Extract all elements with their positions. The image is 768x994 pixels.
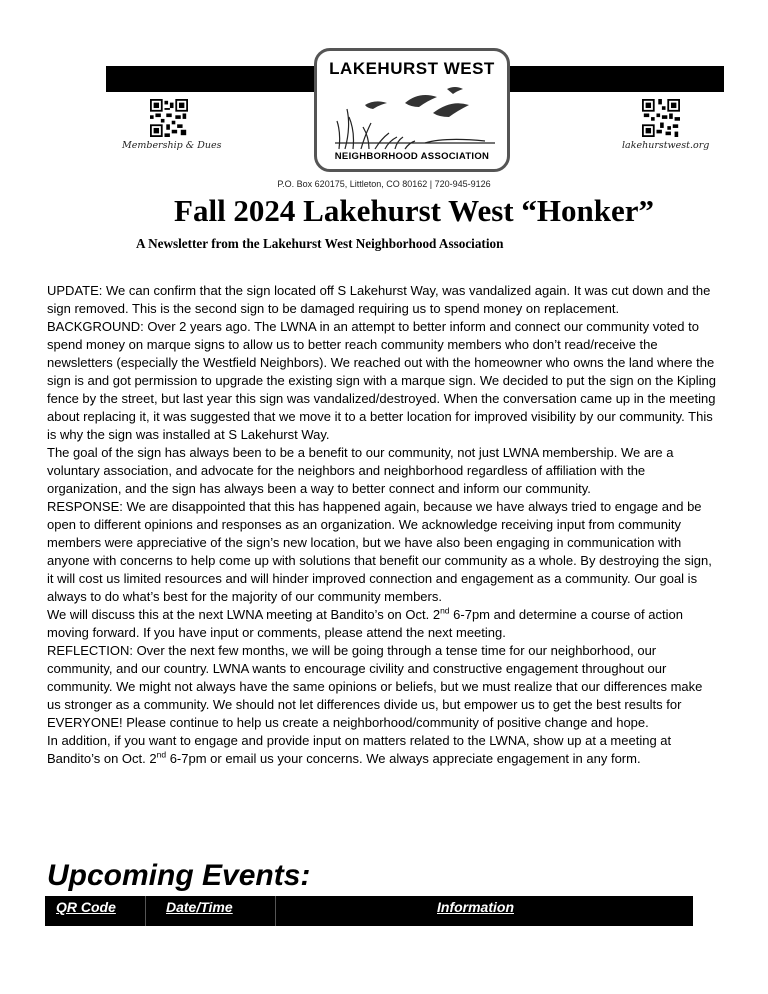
reflection-paragraph: REFLECTION: Over the next few months, we will be going through a tense time for our neighborhood, our community, and our country. LWNA wants to encourage civility and constructive engagement throughout our community. We might not always have the same opinions or beliefs, but we must realize that our differences make us stronger as a community. We should not let differences divide us, but empower us to get the best results for EVERYONE! Please continue to help us create a neighborhood/community of positive change and hope. — [47, 643, 703, 730]
column-information: Information — [437, 899, 514, 915]
events-table-header — [45, 896, 693, 926]
geese-marsh-illustration — [335, 83, 495, 151]
newsletter-subtitle: A Newsletter from the Lakehurst West Neighborhood Association — [136, 236, 504, 251]
article-body — [47, 282, 719, 768]
membership-qr-code[interactable] — [150, 99, 188, 137]
upcoming-events-heading: Upcoming Events: — [47, 859, 311, 892]
website-caption: lakehurstwest.org — [622, 140, 710, 151]
goal-paragraph: The goal of the sign has always been to be a benefit to our community, not just LWNA membership. We are a voluntary association, and advocate for the neighbors and neighborhood regardless of affiliation with the organization, and the sign has always been a way to better connect and inform our community. — [47, 445, 674, 496]
website-qr-code[interactable] — [642, 99, 680, 137]
meeting-paragraph: We will discuss this at the next LWNA meeting at Bandito’s on Oct. 2nd 6-7pm and determine a course of action moving forward. If you have input or comments, please attend the next meeting. — [47, 605, 683, 640]
update-paragraph: UPDATE: We can confirm that the sign located off S Lakehurst Way, was vandalized again. It was cut down and the sign removed. This is the second sign to be damaged requiring us to spend money on replacement. — [47, 283, 711, 316]
engagement-paragraph: In addition, if you want to engage and provide input on matters related to the LWNA, show up at a meeting at Bandito’s on Oct. 2nd 6-7pm or email us your concerns. We always appreciate engagement in any form. — [47, 733, 672, 766]
org-logo — [314, 48, 510, 172]
background-paragraph: BACKGROUND: Over 2 years ago. The LWNA in an attempt to better inform and connect our community voted to spend money on marque signs to allow us to better reach community members who don’t read/receive the newsletters (especially the Westfield Neighbors). We reached out with the homeowner who owns the land where the sign is and got permission to upgrade the existing sign with a marque sign. We decided to put the sign on the Kipling fence by the street, but last year this sign was vandalized/destroyed. When the conversation came up in the meeting about replacing it, it was suggested that we move it to a better location for improved visibility by our community. This is why the sign was installed at S Lakehurst Way. — [47, 319, 716, 442]
column-qr-code: QR Code — [56, 899, 116, 915]
logo-title: LAKEHURST WEST — [329, 59, 495, 78]
response-paragraph: RESPONSE: We are disappointed that this has happened again, because we have always tried to engage and be open to different opinions and responses as an organization. We acknowledge receiving input from community members were appreciative of the sign’s new location, but we have also been engaging in communication with anyone with concerns to help come up with solutions that benefit our community as a whole. By destroying the sign, it will cost us limited resources and will hinder improved connection and engagement as a community. Our goal is always to do what’s best for the majority of our community members. — [47, 499, 712, 604]
column-date-time: Date/Time — [166, 899, 233, 915]
logo-subtitle: NEIGHBORHOOD ASSOCIATION — [334, 151, 490, 162]
newsletter-title: Fall 2024 Lakehurst West “Honker” — [174, 193, 654, 228]
membership-caption: Membership & Dues — [122, 140, 222, 151]
column-divider — [275, 896, 276, 926]
column-divider — [145, 896, 146, 926]
mailing-address: P.O. Box 620175, Littleton, CO 80162 | 720-945-9126 — [277, 179, 491, 189]
